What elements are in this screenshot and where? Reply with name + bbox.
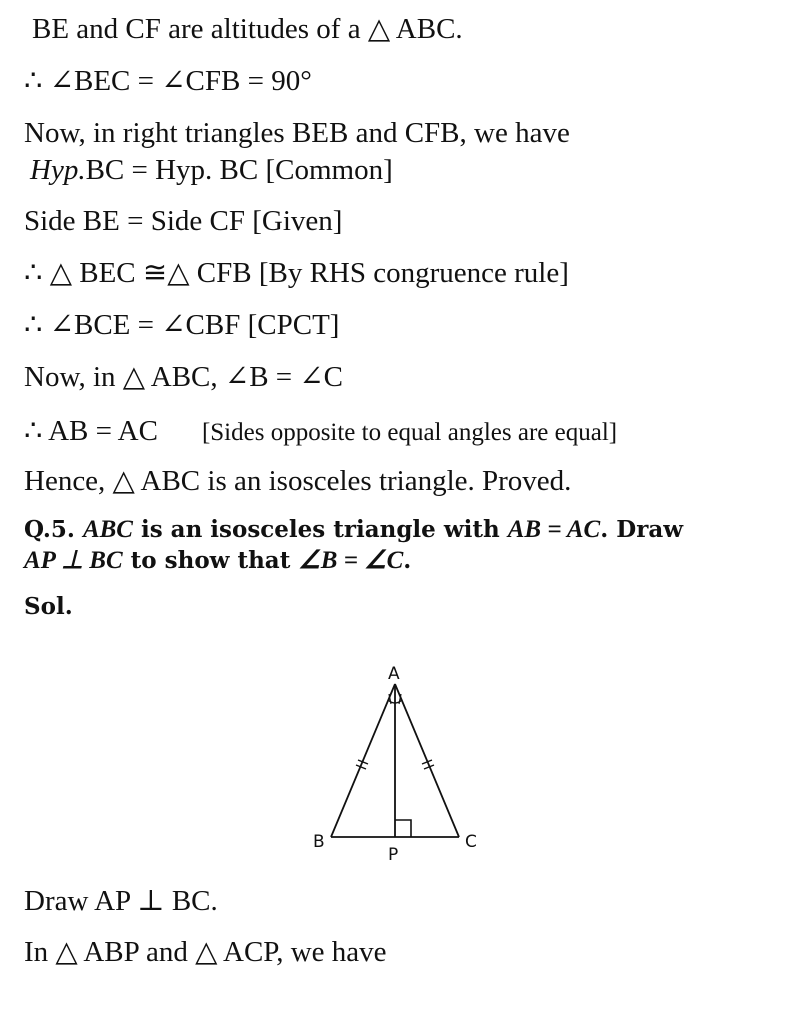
label-p: P: [388, 845, 399, 865]
side-ab: [331, 684, 395, 837]
question-math-ab-ac: AB = AC: [507, 516, 601, 543]
line-right-triangles: Now, in right triangles BEB and CFB, we have: [24, 117, 570, 149]
question-math-ap-bc: AP ⊥ BC: [24, 547, 123, 574]
side-ac: [395, 684, 459, 837]
question-line-1: [24, 515, 683, 545]
label-a: A: [388, 664, 400, 684]
label-c: C: [465, 832, 477, 852]
question-math-abc: ABC: [82, 516, 133, 543]
question-text-draw: . Draw: [600, 516, 684, 543]
solution-label: Sol.: [24, 593, 73, 620]
right-angle-mark: [395, 820, 411, 837]
line-right-angles: ∴ ∠BEC = ∠CFB = 90°: [24, 65, 312, 97]
line-hypotenuse: [30, 153, 393, 187]
line-conclusion: Hence, △ ABC is an isosceles triangle. Proved.: [24, 465, 572, 497]
label-b: B: [313, 832, 325, 852]
line-congruence: ∴ △ BEC ≅△ CFB [By RHS congruence rule]: [24, 257, 569, 289]
question-math-angles: ∠B = ∠C: [298, 547, 404, 574]
question-text-1: is an isosceles triangle with: [140, 516, 500, 543]
line-cpct: ∴ ∠BCE = ∠CBF [CPCT]: [24, 309, 340, 341]
sides-equal-note: [Sides opposite to equal angles are equal]: [201, 419, 618, 446]
question-text-2: to show that: [130, 547, 291, 574]
line-triangles-abp-acp: In △ ABP and △ ACP, we have: [24, 936, 387, 968]
hyp-italic: Hyp.: [30, 154, 86, 186]
question-text-end: .: [403, 547, 412, 574]
line-altitudes: BE and CF are altitudes of a △ ABC.: [32, 13, 463, 45]
line-side: Side BE = Side CF [Given]: [24, 205, 343, 237]
triangle-figure: [300, 655, 500, 865]
question-number: Q.5.: [24, 516, 75, 543]
line-angles-equal: Now, in △ ABC, ∠B = ∠C: [24, 361, 344, 393]
sides-equal-main: ∴ AB = AC: [24, 415, 158, 447]
line-sides-equal: [24, 414, 617, 450]
hyp-rest: BC = Hyp. BC [Common]: [85, 154, 393, 186]
line-draw-ap: Draw AP ⊥ BC.: [24, 885, 218, 917]
question-line-2: [24, 546, 411, 576]
